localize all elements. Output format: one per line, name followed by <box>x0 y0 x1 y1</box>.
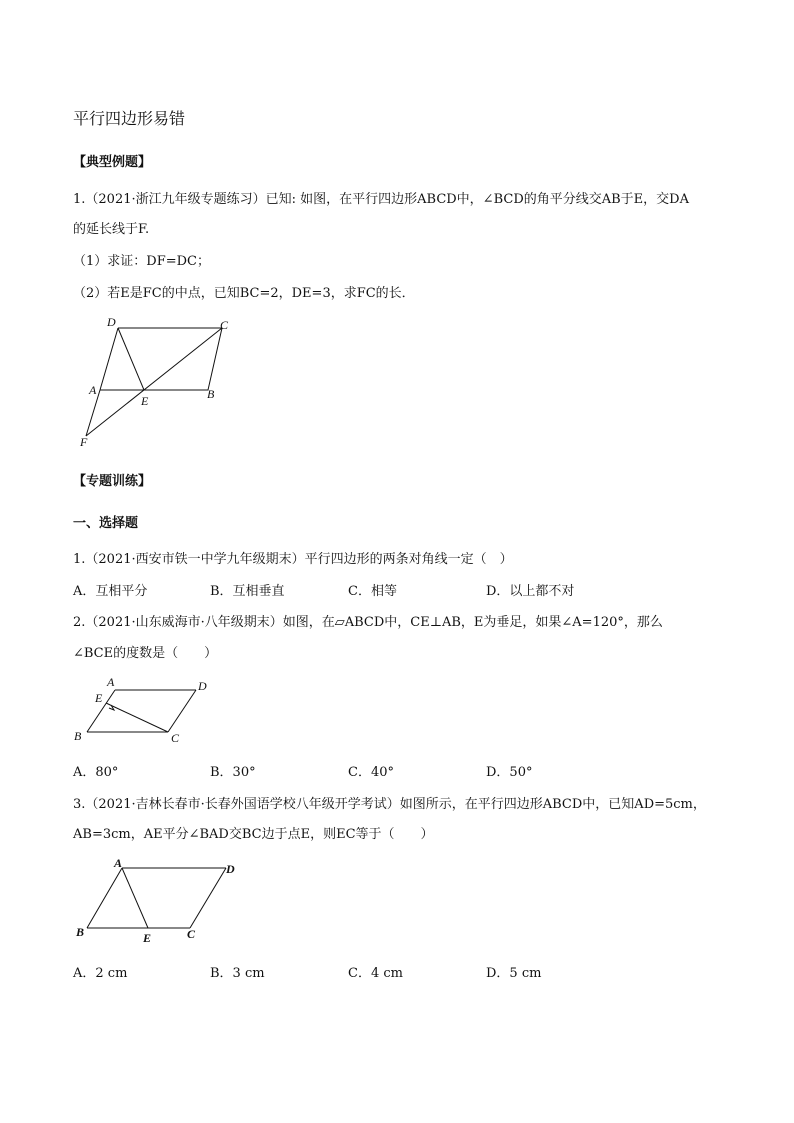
c1-option-c: C．相等 <box>348 584 397 599</box>
fig1-label-d: D <box>107 315 116 329</box>
c2-option-b: B．30° <box>210 765 256 780</box>
fig2-label-a: A <box>107 675 115 689</box>
c1-stem: 1.（2021·西安市铁一中学九年级期末）平行四边形的两条对角线一定（ ） <box>73 552 513 567</box>
fig1-label-f: F <box>80 435 88 449</box>
q1-stem-line1: 1.（2021·浙江九年级专题练习）已知: 如图，在平行四边形ABCD中，∠BCD的角平分线交AB于E，交DA <box>73 192 689 207</box>
fig1-label-c: C <box>220 318 229 332</box>
fig3-label-b: B <box>76 925 85 939</box>
q1-stem-line2: 的延长线于F. <box>73 222 150 237</box>
c3-option-b: B．3 cm <box>210 966 265 981</box>
fig3-label-d: D <box>226 862 235 876</box>
c3-option-c: C．4 cm <box>348 966 403 981</box>
fig3-label-c: C <box>187 927 196 941</box>
c2-option-c: C．40° <box>348 765 394 780</box>
section-heading-choice: 一、选择题 <box>73 516 139 531</box>
c1-option-b: B．互相垂直 <box>210 584 285 599</box>
c3-option-a: A．2 cm <box>73 966 128 981</box>
fig2-label-d: D <box>198 679 207 693</box>
fig2-label-b: B <box>74 729 82 743</box>
fig1-label-a: A <box>89 383 97 397</box>
section-heading-training: 【专题训练】 <box>73 474 152 489</box>
fig3-label-a: A <box>114 856 123 870</box>
page-title: 平行四边形易错 <box>73 109 186 128</box>
fig1-label-b: B <box>207 387 215 401</box>
c2-option-a: A．80° <box>73 765 119 780</box>
c2-option-d: D．50° <box>486 765 533 780</box>
fig1-label-e: E <box>141 394 149 408</box>
q1-subquestion-2: （2）若E是FC的中点，已知BC=2，DE=3，求FC的长． <box>73 286 415 301</box>
c3-stem-line1: 3.（2021·吉林长春市·长春外国语学校八年级开学考试）如图所示，在平行四边形ABCD中，已知AD=5cm， <box>73 797 706 812</box>
c2-stem-line2: ∠BCE的度数是（ ） <box>73 646 218 661</box>
fig2-label-c: C <box>171 731 180 745</box>
q1-subquestion-1: （1）求证：DF=DC； <box>73 254 210 269</box>
c3-option-d: D．5 cm <box>486 966 542 981</box>
q1-figure <box>70 312 240 452</box>
section-heading-examples: 【典型例题】 <box>73 155 152 170</box>
fig2-label-e: E <box>95 691 103 705</box>
c2-figure <box>70 672 220 748</box>
c2-stem-line1: 2.（2021·山东威海市·八年级期末）如图，在▱ABCD中，CE⊥AB，E为垂足，如果∠A=120°，那么 <box>73 615 663 630</box>
c3-figure <box>70 854 250 946</box>
c1-option-d: D．以上都不对 <box>486 584 575 599</box>
c1-option-a: A．互相平分 <box>73 584 148 599</box>
c3-stem-line2: AB=3cm，AE平分∠BAD交BC边于点E，则EC等于（ ） <box>73 827 434 842</box>
fig3-label-e: E <box>143 931 152 945</box>
